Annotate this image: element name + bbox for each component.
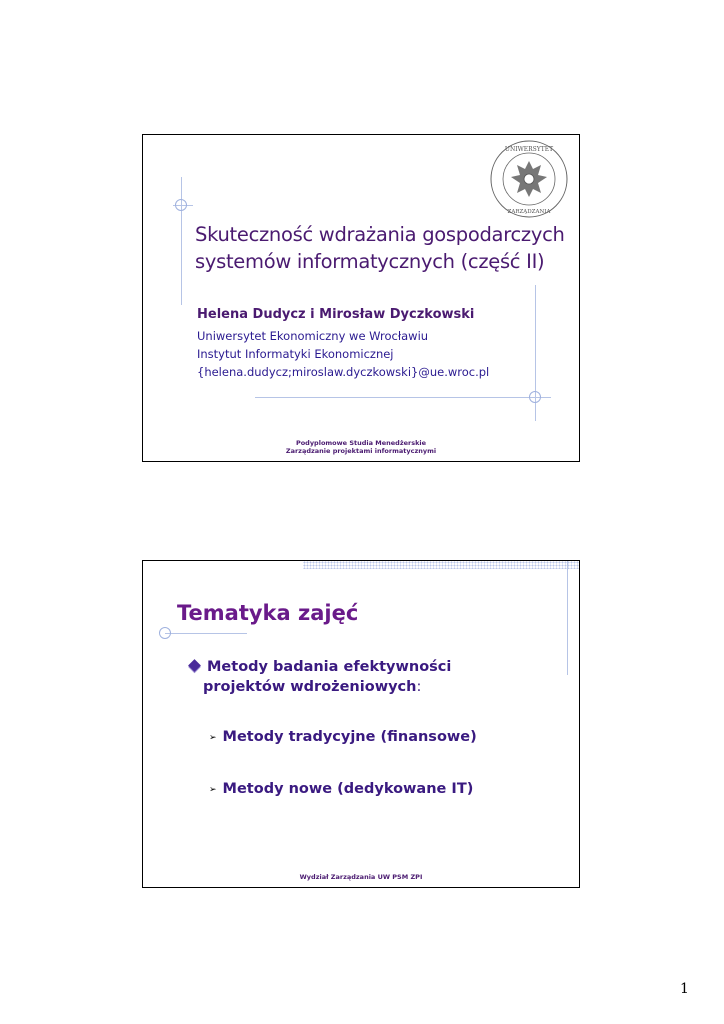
slide-title: Tematyka zajęć [177, 601, 359, 625]
decor-circle [529, 391, 541, 403]
decor-dotted-bar [303, 561, 580, 569]
footer-line-1: Podyplomowe Studia Menedżerskie [295, 439, 427, 447]
authors: Helena Dudycz i Mirosław Dyczkowski [197, 307, 475, 322]
university-seal-icon [489, 139, 569, 219]
title-slide [142, 134, 580, 462]
topics-slide [142, 560, 580, 888]
decor-circle [175, 199, 187, 211]
bullet-line-2: projektów wdrożeniowych [203, 679, 417, 695]
bullet-colon: : [416, 679, 422, 695]
slide-footer [143, 439, 579, 455]
decor-horizontal-line [255, 397, 551, 398]
affiliation-institute: Instytut Informatyki Ekonomicznej [197, 347, 394, 361]
sub-bullet-text: Metody tradycyjne (finansowe) [222, 729, 477, 745]
title-line-1: Skuteczność wdrażania gospodarczych [195, 223, 565, 246]
bullet-item [187, 657, 487, 697]
footer-line-2: Zarządzanie projektami informatycznymi [285, 447, 437, 455]
title-line-2: systemów informatycznych (część II) [195, 250, 545, 273]
page-number: 1 [680, 981, 689, 997]
sub-bullet-item [209, 729, 477, 745]
decor-vertical-line [567, 561, 568, 675]
decor-horizontal-line [165, 633, 247, 634]
diamond-bullet-icon [188, 659, 201, 672]
bullet-line-1: Metody badania efektywności [207, 659, 452, 675]
author-emails: {helena.dudycz;miroslaw.dyczkowski}@ue.wroc.pl [197, 365, 490, 379]
arrow-bullet-icon: ➢ [209, 733, 217, 743]
svg-text:UNIWERSYTET: UNIWERSYTET [504, 146, 554, 153]
presentation-title [195, 221, 565, 275]
sub-bullet-item [209, 781, 473, 797]
svg-text:ZARZĄDZANIA: ZARZĄDZANIA [507, 209, 551, 215]
sub-bullet-text: Metody nowe (dedykowane IT) [222, 781, 474, 797]
arrow-bullet-icon: ➢ [209, 785, 217, 795]
slide-footer: Wydział Zarządzania UW PSM ZPI [299, 873, 423, 881]
decor-circle [159, 627, 171, 639]
decor-vertical-line [181, 177, 182, 305]
affiliation-university: Uniwersytet Ekonomiczny we Wrocławiu [197, 329, 429, 343]
